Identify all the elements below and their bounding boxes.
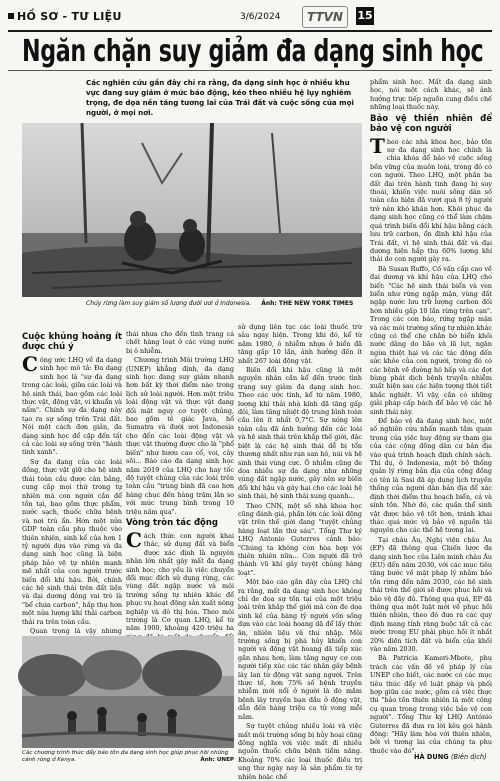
paragraph: Để bảo vệ đa dạng sinh học, một số nghiên cứu nhấn mạnh tầm quan trọng của việc huy động sự tham gia của các cộng đồng dân cư bản địa vào quá trình hoạch định chính sách. Thí dụ, ở Indonesia, một bộ thống quản lý rừng bản địa của cộng đồng có tên là Sasi đã áp dụng lịch truyền thống của người dân bản địa để xác định thời điểm thu hoạch biển, cá và sinh tồn. Nhờ đó, các quần thể sinh vật được bảo vệ tốt hơn, tránh khai thác quá mức và bảo vệ nguồn tài nguyên cho các thế hệ tương lai.	[370, 417, 492, 535]
photo1-caption	[86, 300, 362, 308]
paragraph	[126, 527, 234, 650]
logo-text: TTVN	[307, 10, 343, 24]
subhead-protect-nature: Bảo vệ thiên nhiên để bảo vệ con người	[370, 113, 492, 134]
photo2-caption-text: Các chương trình thúc đẩy bảo tồn đa dạng sinh học giúp phục hồi những cánh rừng ở Kenya.	[22, 750, 229, 763]
article-lead: Các nghiên cứu gần đây chỉ ra rằng, đa dạng sinh học ở nhiều khu vực đang suy giảm ở mức báo động, kéo theo nhiều hệ lụy nghiêm trọng, đe dọa nền tảng tương lai của Trái đất và cuộc sống của mọi người, ở mọi nơi.	[86, 78, 354, 117]
paragraph: Bà Patricia Kameri-Mbote, phụ trách các vấn đề về pháp lý của UNEP cho biết, các nước có các mục tiêu thúc đẩy về luật pháp và phối hợp giữa các nước, gồm cả việc thực thi "bảo tồn thiên nhiên là một công cụ quan trọng trong việc bảo vệ con người". Tổng Thư ký LHQ António Guterres đã đưa ra lời kêu gọi hành động: "Hãy làm hòa với thiên nhiên, bởi vì tương lai của chúng ta phụ thuộc vào đó".	[370, 654, 492, 755]
article-column-1	[22, 330, 122, 635]
paragraph: Sự đa dạng của các loài đồng, thực vật giữ cho hệ sinh thái toàn cầu được cân bằng, cung cấp mọi thứ trong tự nhiên mà con người cần để tồn tại, bao gồm thực phẩm, nước sạch, thuốc chữa bệnh và nơi trú ẩn. Hơn một nửa GDP toàn cầu phụ thuộc vào thiên nhiên, sinh kế của hơn 1 tỷ người dựa vào rừng và đa dạng sinh học cũng là biện pháp bảo vệ tự nhiên mạnh mẽ nhất của con người trước biến đổi khí hậu. Bởi, chính các hệ sinh thái trên đất liền và đại dương đóng vai trò là "bể chứa carbon", hấp thụ hơn một nửa lượng khí thải carbon thải ra trên toàn cầu.	[22, 457, 122, 626]
author-note: (Biên dịch)	[450, 753, 487, 761]
paragraph: thái nhưa cho đến tình trang cá chết hàng loạt ở các vùng nước bị ô nhiễm.	[126, 330, 234, 355]
paragraph: Biến đổi khí hậu cũng là một nguyên nhân cần kể đến trước tình trạng suy giảm đa dạng sinh học. Theo các ước tính, kể từ năm 1980, lượng khí thải nhà kính đã tăng gấp đôi, làm tăng nhiệt độ trung bình toàn cầu lên ít nhất 0,7°C. Sự nóng lên toàn cầu đã ảnh hưởng đến các loài và hệ sinh thái trên khắp thế giới, đặc biệt là các hệ sinh thái dễ bị tổn thương nhất như rạn san hô, núi và hệ sinh thái vùng cực. Ô nhiễm cũng đe dọa nhiều sự đa dạng như những vùng đất ngập nước, gây nên sự biến đổi khí hậu và gây hại cho các loài hệ sinh thái, hệ sinh thái xung quanh...	[238, 366, 362, 501]
paragraph: Tại châu Âu, Nghị viện châu Âu (EP) đã thông qua Chiến lược đa dạng sinh học của Liên minh châu Âu (EU) đến năm 2030, với các mục tiêu tăng bước về mặt pháp lý nhằm bảo tồn rừng đến năm 2030, các hệ sinh thái trên thế giới sẽ được phục hồi và bảo vệ đầy đủ. Thông qua quá, EP đã thông qua một luật mới về phục hồi thiên nhiên, theo đó đưa ra các quy định mang tính ràng buộc tất cả các nước trong EU phải phục hồi ít nhất 20% diện tích đất và biển của khối vào năm 2030.	[370, 535, 492, 653]
article-column-4	[370, 78, 492, 755]
drop-cap: T	[370, 133, 385, 158]
orangutan-photo	[22, 123, 362, 297]
drop-cap: C	[126, 527, 142, 552]
paragraph: sử dụng liên tục các loài thuốc trừ sâu ngay hiện. Trong khi đó, kể từ năm 1980, ô nhiễm nhựa ở biển đã tăng gấp 10 lần, ảnh hưởng đến ít nhất 267 loài động vật.	[238, 323, 362, 365]
paragraph: Chương trình Môi trường LHQ (UNEP) khẳng định, đa dạng sinh học đang suy giảm nhanh hơn bất kỳ thời điểm nào trong lịch sử loài người. Hơn một triệu loài động vật và thực vật đang đối mặt nguy cơ tuyệt chủng, bao gồm tê giác Java, hổ Sumatra và đười ươi Indonesia cho đến các loài động vật và thực vật thường được cho là "phổ biến" như hươu cao cổ, voi, cây sồi... Báo cáo đa dạng sinh học năm 2019 của LHQ cho hay tốc độ tuyệt chủng của các loài trên toàn cầu "trung bình đã cao hơn hàng chục đến hàng trăm lần so với mức trung bình trong 10 triệu năm qua".	[126, 356, 234, 516]
article-title: Ngăn chặn suy giảm đa dạng sinh học	[22, 34, 484, 69]
paragraph: Bà Susan Ruffo, Cố vấn cấp cao về đại dương và khí hậu của LHQ cho biết: "Các hệ sinh thái biển và ven biển như rừng ngập mặn, vùng đất ngập nước lưu trữ lượng carbon đối hơn nhiều gấp 10 lần rừng trên cạn". Trong các con báo, rừng ngập mặn và các môi trường sống tự nhiên khác cũng có thể che chắn bờ biển khỏi nước dâng do bão và lũ lụt, ngăn ngừa thiệt hại và các tác động đến sức khỏe của con người, trong đó có các bệnh về đường hô hấp và các đợt bùng phát dịch bệnh truyền nhiễm xuất hiện sau các hiện tượng thời tiết khắc nghiệt. Vì vậy, cần có những giải pháp cấp bách để bảo vệ các hệ sinh thái này.	[370, 264, 492, 416]
title-divider	[8, 70, 492, 71]
drop-cap: C	[22, 352, 38, 376]
section-label	[8, 10, 122, 23]
section-name: HỒ SƠ - TƯ LIỆU	[17, 10, 122, 23]
article-column-3	[238, 323, 362, 781]
paragraph-text: ách thức con người khai thác, sử dụng đất và biển được xác định là nguyên nhân lớn nhất gây mất đa dạng sinh học; cho yếu là việc chuyển đổi mục đích sử dụng rừng, các vùng đất ngập nước và môi trường sống tự nhiên khác để phục vụ hoạt động sản xuất nông nghiệp và đô thị hóa. Theo môi trường là Cơ quan LHQ, kể từ năm 1900, khoảng 420 triệu ha	[126, 531, 234, 633]
paragraph-text: heo các nhà khoa học, bảo tồn sự đa dạng sinh học chính là chìa khóa để bảo vệ cuộc sống bền vững của muôn loài, trong đó có con người. Theo LHQ, một phần ba đất đai trên hành tinh đang bị suy thoái, khiến việc nuôi sống dân số toàn cầu hiện đã vượt quá 8 tỷ người trở nên khó khăn hơn. Khôi phục đa dạng sinh học cũng có thể làm chậm quá trình biến đổi khí hậu bằng cách lưu trữ carbon, ổn định khí hậu của Trái đất, vì hệ sinh thái đất và đại dương hiện hấp thụ 60% lượng khí thải do con người gây ra.	[370, 137, 492, 264]
issue-date: 3/6/2024	[240, 12, 281, 22]
square-bullet-icon	[8, 13, 14, 19]
paragraph: Quan trọng là vậy nhưng	[30, 627, 122, 635]
paragraph: Một báo cáo gần đây của LHQ chỉ ra rằng, mất đa dạng sinh học không chỉ đe dọa sự tồn tại của một triệu loài trên khắp thế giới mà còn đe dọa sinh kế của hàng tỷ người vốn sống dựa vào các loài hoang dã để lấy thức ăn, nhiên liệu và thu nhập. Môi trường sống bị phá hủy khiến con người và động vật hoang dã tiếp xúc gần nhau hơn, làm tăng nguy cơ con người tiếp xúc các tác nhân gây bệnh lây lan từ động vật sang người. Trên thực tế, hơn 75% số bệnh truyền nhiễm mới nổi ở người là do mầm bệnh lây truyền bạn đầu ở động vật, dẫn đến hàng triệu ca tử vong mỗi năm.	[238, 578, 362, 721]
paragraph	[22, 352, 122, 457]
paragraph: phẩm sinh học. Mất đa dạng sinh học, nói một cách khác, sẽ ảnh hưởng trực tiếp nguồn cung điều chế những loại thuốc này.	[370, 78, 492, 112]
paragraph	[370, 133, 492, 264]
article-column-2	[126, 330, 234, 633]
forest-restoration-photo	[22, 636, 234, 748]
photo1-credit: Ảnh: THE NEW YORK TIMES	[261, 300, 354, 307]
photo2-caption	[22, 750, 234, 764]
page-header	[8, 4, 492, 32]
photo1-caption-text: Chủy rừng làm suy giảm số lượng đười ươi ở Indonesia.	[86, 300, 252, 307]
paragraph-text: ông ước LHQ về đa dạng sinh học mô tả: Đa dạng sinh học là "sự đa dạng trong các loài, giữa các loài và hệ sinh thái, bao gồm các loài thực vật, động vật, vi khuẩn và nấm". Chính sự đa dạng này tạo ra sự sống trên Trái đất. Nói một cách đơn giản, đa dạng sinh học để cập đến tất cả các loài sự sống trên "hành tinh xanh".	[22, 356, 122, 457]
subhead-crisis: Cuộc khủng hoảng ít được chú ý	[22, 332, 122, 352]
page-number: 15	[356, 7, 374, 25]
photo2-credit: Ảnh: UNEP	[200, 757, 234, 763]
paragraph: Sự tuyệt chủng nhiều loài và việc mất môi trường sống bị hủy hoại cũng đồng nghĩa với việc mất đi nhiều nguồn thuốc chữa bệnh tiềm năng. Khoảng 70% các loại thuốc điều trị ung thư ngày nay là sản phẩm từ tự nhiên hoặc chế	[238, 722, 362, 781]
subhead-impact-cycle: Vòng tròn tác động	[126, 517, 219, 528]
author-name: HÀ DUNG	[414, 753, 449, 761]
publication-logo	[302, 6, 348, 28]
paragraph: Theo CNN, một số nhà khoa học cũng đánh giá, phần lớn các loài động vật trên thế giới đang "tuyệt chủng hàng loạt lần thứ sáu". Tổng Thư ký LHQ Antonio Guterres cảnh báo: "Chúng ta không còn hòa hợp với thiên nhiên nữa... Con người đã trở thành vũ khí gây tuyệt chủng hàng loạt".	[238, 501, 362, 577]
author-byline	[414, 753, 487, 761]
